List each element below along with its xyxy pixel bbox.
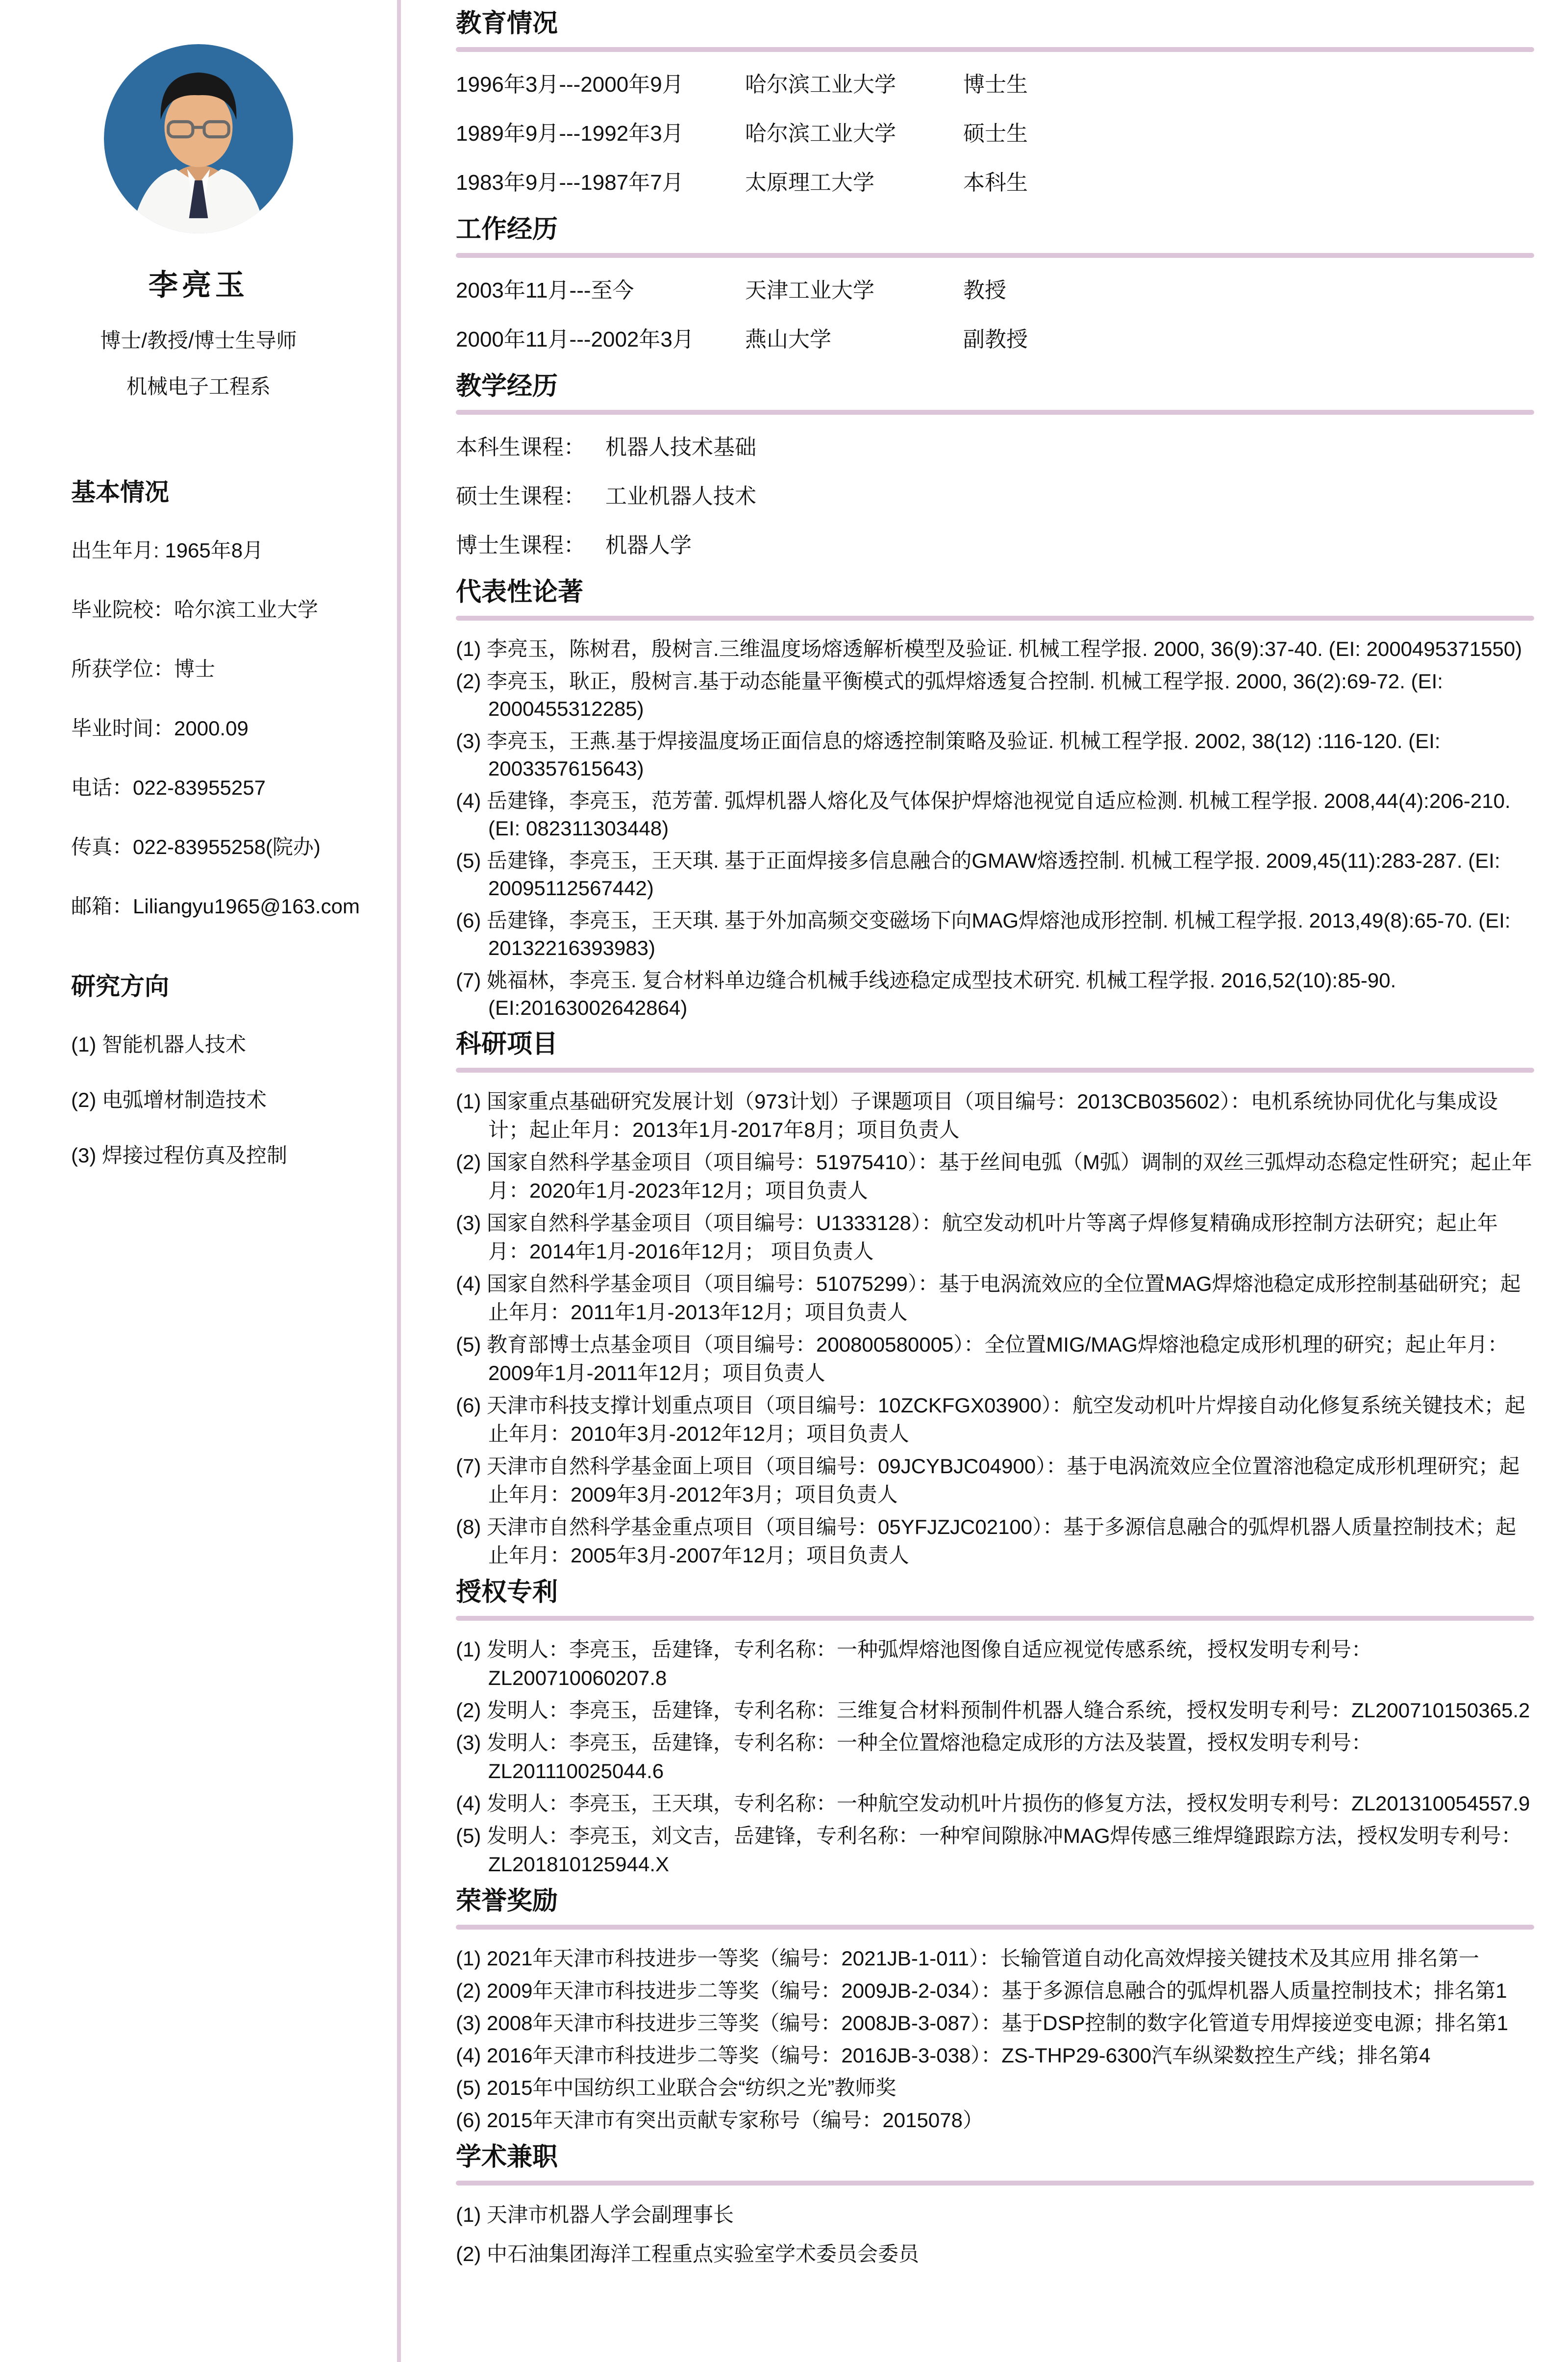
research-direction-item: (2) 电弧增材制造技术 [71, 1088, 267, 1111]
teaching-section [456, 371, 1534, 559]
teaching-row [456, 528, 1534, 559]
award-item: (3) 2008年天津市科技进步三等奖（编号：2008JB-3-087）：基于DSP控制的数字化管道专用焊接逆变电源；排名第1 [456, 2011, 1509, 2035]
basic-info-header: 基本情况 [71, 478, 169, 506]
teaching-rows [456, 429, 1534, 559]
work-row-org: 燕山大学 [745, 327, 831, 352]
research-directions-header: 研究方向 [71, 973, 169, 1000]
teaching-row-course: 机器人学 [605, 533, 692, 557]
award-item: (6) 2015年天津市有突出贡献专家称号（编号：2015078） [456, 2109, 983, 2132]
publication-item: (5) 岳建锋，李亮玉，王天琪. 基于正面焊接多信息融合的GMAW熔透控制. 机械工程学报. 2009,45(11):283-287. (EI: 20095112567442) [456, 849, 1500, 900]
education-row-period: 1989年9月---1992年3月 [456, 122, 684, 146]
education-row [456, 116, 1534, 147]
section-underline [456, 1616, 1534, 1621]
publication-item: (3) 李亮玉，王燕.基于焊接温度场正面信息的熔透控制策略及验证. 机械工程学报. 2002, 38(12) :116-120. (EI: 2003357615643) [456, 729, 1441, 780]
work-row-role: 教授 [963, 278, 1006, 302]
education-row-org: 太原理工大学 [745, 171, 874, 195]
work-row-org: 天津工业大学 [745, 278, 874, 302]
work-section [456, 214, 1534, 353]
publications-header: 代表性论著 [456, 578, 584, 606]
project-item: (1) 国家重点基础研究发展计划（973计划）子课题项目（项目编号：2013CB035602）：电机系统协同优化与集成设计；起止年月：2013年1月-2017年8月；项目负责人 [456, 1090, 1498, 1141]
academic-positions-header: 学术兼职 [456, 2143, 558, 2171]
section-underline [456, 616, 1534, 621]
publications-list [456, 635, 1534, 1022]
teaching-row-label: 博士生课程： [456, 533, 585, 557]
section-underline [456, 1925, 1534, 1930]
research-direction-item: (3) 焊接过程仿真及控制 [71, 1144, 288, 1167]
projects-section [456, 1029, 1534, 1570]
research-directions-list [71, 1029, 370, 1169]
work-row-period: 2000年11月---2002年3月 [456, 327, 694, 352]
projects-header: 科研项目 [456, 1030, 558, 1058]
column-divider [397, 0, 401, 2362]
education-header: 教育情况 [456, 9, 558, 38]
patents-header: 授权专利 [456, 1578, 558, 1607]
basic-info-item: 出生年月: 1965年8月 [71, 539, 264, 562]
basic-info-item: 电话：022-83955257 [71, 776, 266, 799]
project-item: (2) 国家自然科学基金项目（项目编号：51975410）：基于丝间电弧（M弧）调制的双丝三弧焊动态稳定性研究；起止年月：2020年1月-2023年12月；项目负责人 [456, 1151, 1532, 1202]
profile-photo [104, 44, 293, 233]
patent-item: (2) 发明人：李亮玉，岳建锋，专利名称：三维复合材料预制件机器人缝合系统，授权发明专利号：ZL200710150365.2 [456, 1699, 1530, 1722]
teaching-row-label: 本科生课程： [456, 435, 585, 459]
project-item: (4) 国家自然科学基金项目（项目编号：51075299）：基于电涡流效应的全位置MAG焊熔池稳定成形控制基础研究；起止年月：2011年1月-2013年12月；项目负责人 [456, 1272, 1521, 1324]
portrait-graphic [104, 44, 293, 233]
publication-item: (6) 岳建锋，李亮玉，王天琪. 基于外加高频交变磁场下向MAG焊熔池成形控制. 机械工程学报. 2013,49(8):65-70. (EI: 20132216393983) [456, 909, 1511, 959]
publication-item: (1) 李亮玉，陈树君，殷树言.三维温度场熔透解析模型及验证. 机械工程学报. 2000, 36(9):37-40. (EI: 2000495371550) [456, 637, 1522, 660]
project-item: (6) 天津市科技支撑计划重点项目（项目编号：10ZCKFGX03900）：航空发动机叶片焊接自动化修复系统关键技术；起止年月：2010年3月-2012年12月；项目负责人 [456, 1394, 1525, 1445]
teaching-row-course: 工业机器人技术 [605, 484, 756, 508]
academic-position-item: (2) 中石油集团海洋工程重点实验室学术委员会委员 [456, 2242, 920, 2265]
profile-name: 李亮玉 [149, 269, 249, 302]
education-row-period: 1983年9月---1987年7月 [456, 171, 684, 195]
research-directions-section [71, 967, 370, 1169]
education-row [456, 67, 1534, 98]
teaching-row-course: 机器人技术基础 [605, 435, 756, 459]
patents-list [456, 1635, 1534, 1879]
sidebar [0, 0, 397, 2362]
academic-position-item: (1) 天津市机器人学会副理事长 [456, 2203, 734, 2226]
work-row-period: 2003年11月---至今 [456, 278, 634, 302]
work-rows [456, 273, 1534, 353]
patent-item: (5) 发明人：李亮玉，刘文吉，岳建锋，专利名称：一种窄间隙脉冲MAG焊传感三维焊缝跟踪方法，授权发明专利号：ZL201810125944.X [456, 1824, 1522, 1876]
education-row [456, 165, 1534, 196]
education-row-role: 博士生 [963, 73, 1028, 97]
publication-item: (7) 姚福林，李亮玉. 复合材料单边缝合机械手线迹稳定成型技术研究. 机械工程学报. 2016,52(10):85-90. (EI:20163002642864) [456, 969, 1396, 1019]
section-underline [456, 2181, 1534, 2186]
awards-list [456, 1944, 1534, 2135]
award-item: (4) 2016年天津市科技进步二等奖（编号：2016JB-3-038）：ZS-THP29-6300汽车纵梁数控生产线；排名第4 [456, 2044, 1431, 2067]
patent-item: (3) 发明人：李亮玉，岳建锋，专利名称：一种全位置熔池稳定成形的方法及装置，授权发明专利号：ZL201110025044.6 [456, 1731, 1372, 1783]
basic-info-section [71, 473, 370, 920]
section-underline [456, 253, 1534, 258]
teaching-header: 教学经历 [456, 372, 558, 401]
publication-item: (2) 李亮玉，耿正，殷树言.基于动态能量平衡模式的弧焊熔透复合控制. 机械工程学报. 2000, 36(2):69-72. (EI: 2000455312285) [456, 670, 1443, 720]
section-underline [456, 410, 1534, 415]
academic-positions-list [456, 2200, 1534, 2269]
main-content [456, 8, 1534, 2279]
awards-header: 荣誉奖励 [456, 1887, 558, 1915]
project-item: (8) 天津市自然科学基金重点项目（项目编号：05YFJZJC02100）：基于多源信息融合的弧焊机器人质量控制技术；起止年月：2005年3月-2007年12月；项目负责人 [456, 1515, 1517, 1567]
education-row-role: 本科生 [963, 171, 1028, 195]
profile-title: 博士/教授/博士生导师 [100, 329, 297, 352]
work-row-role: 副教授 [963, 327, 1028, 352]
section-underline [456, 47, 1534, 52]
basic-info-item: 传真：022-83955258(院办) [71, 835, 321, 858]
education-row-org: 哈尔滨工业大学 [745, 73, 896, 97]
education-rows [456, 67, 1534, 196]
basic-info-item: 毕业院校：哈尔滨工业大学 [71, 598, 319, 621]
academic-positions-section [456, 2141, 1534, 2269]
awards-section [456, 1885, 1534, 2135]
education-section [456, 8, 1534, 196]
section-underline [456, 1068, 1534, 1073]
work-row [456, 273, 1534, 304]
profile-department: 机械电子工程系 [126, 375, 271, 398]
project-item: (7) 天津市自然科学基金面上项目（项目编号：09JCYBJC04900）：基于电涡流效应全位置溶池稳定成形机理研究；起止年月：2009年3月-2012年3月；项目负责人 [456, 1455, 1520, 1506]
teaching-row [456, 478, 1534, 510]
work-row [456, 322, 1534, 353]
basic-info-list [71, 534, 370, 920]
publications-section [456, 577, 1534, 1022]
education-row-period: 1996年3月---2000年9月 [456, 73, 684, 97]
projects-list [456, 1087, 1534, 1570]
patent-item: (1) 发明人：李亮玉，岳建锋，专利名称：一种弧焊熔池图像自适应视觉传感系统，授权发明专利号：ZL200710060207.8 [456, 1638, 1372, 1689]
award-item: (2) 2009年天津市科技进步二等奖（编号：2009JB-2-034）：基于多源信息融合的弧焊机器人质量控制技术；排名第1 [456, 1979, 1507, 2002]
basic-info-item: 毕业时间：2000.09 [71, 717, 249, 740]
education-row-role: 硕士生 [963, 122, 1028, 146]
basic-info-item: 邮箱：Liliangyu1965@163.com [71, 895, 360, 918]
project-item: (5) 教育部博士点基金项目（项目编号：200800580005）：全位置MIG/MAG焊熔池稳定成形机理的研究；起止年月：2009年1月-2011年12月；项目负责人 [456, 1333, 1508, 1384]
award-item: (1) 2021年天津市科技进步一等奖（编号：2021JB-1-011）：长输管道自动化高效焊接关键技术及其应用 排名第一 [456, 1947, 1479, 1970]
basic-info-item: 所获学位：博士 [71, 657, 216, 680]
work-header: 工作经历 [456, 215, 558, 244]
education-row-org: 哈尔滨工业大学 [745, 122, 896, 146]
project-item: (3) 国家自然科学基金项目（项目编号：U1333128）：航空发动机叶片等离子焊修复精确成形控制方法研究；起止年月：2014年1月-2016年12月； 项目负责人 [456, 1211, 1498, 1263]
patent-item: (4) 发明人：李亮玉，王天琪，专利名称：一种航空发动机叶片损伤的修复方法，授权发明专利号：ZL201310054557.9 [456, 1792, 1530, 1815]
patents-section [456, 1577, 1534, 1879]
teaching-row [456, 429, 1534, 461]
teaching-row-label: 硕士生课程： [456, 484, 585, 508]
award-item: (5) 2015年中国纺织工业联合会“纺织之光”教师奖 [456, 2076, 896, 2099]
publication-item: (4) 岳建锋，李亮玉，范芳蕾. 弧焊机器人熔化及气体保护焊熔池视觉自适应检测. 机械工程学报. 2008,44(4):206-210. (EI: 082311303448) [456, 789, 1511, 840]
research-direction-item: (1) 智能机器人技术 [71, 1033, 247, 1056]
